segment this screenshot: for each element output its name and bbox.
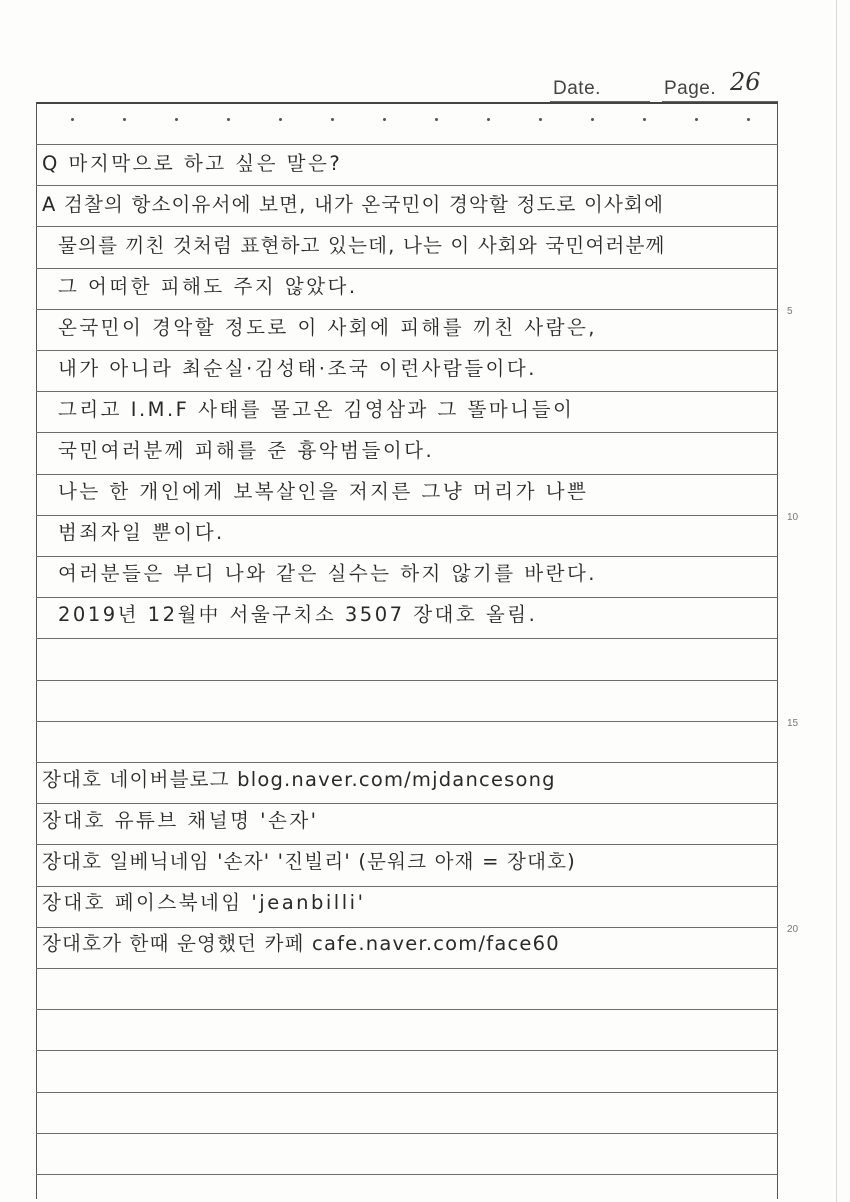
page-number: 26 — [730, 68, 761, 96]
handwritten-line: 온국민이 경악할 정도로 이 사회에 피해를 끼친 사람은, — [58, 316, 598, 339]
handwritten-line: 그리고 I.M.F 사태를 몰고온 김영삼과 그 똘마니들이 — [58, 398, 575, 421]
dotted-guide-row — [36, 118, 778, 124]
ruled-line — [36, 268, 778, 269]
ruled-line — [36, 1174, 778, 1175]
guide-dot — [279, 118, 282, 121]
handwritten-line: 나는 한 개인에게 보복살인을 저지른 그냥 머리가 나쁜 — [58, 480, 589, 503]
guide-dot — [643, 118, 646, 121]
line-marker-10: 10 — [787, 512, 799, 523]
handwritten-line: 여러분들은 부디 나와 같은 실수는 하지 않기를 바란다. — [58, 562, 598, 585]
ruled-line — [36, 638, 778, 639]
handwritten-line: Q 마지막으로 하고 싶은 말은? — [42, 152, 343, 175]
handwritten-line: A 검찰의 항소이유서에 보면, 내가 온국민이 경악할 정도로 이사회에 — [42, 193, 665, 216]
ruled-line — [36, 144, 778, 145]
line-marker-5: 5 — [787, 306, 793, 317]
ruled-writing-area — [36, 102, 778, 1199]
ruled-line — [36, 1133, 778, 1134]
ruled-line — [36, 350, 778, 351]
line-marker-20: 20 — [787, 924, 799, 935]
guide-dot — [175, 118, 178, 121]
handwritten-line: 장대호가 한때 운영했던 카페 cafe.naver.com/face60 — [42, 932, 560, 955]
ruled-line — [36, 226, 778, 227]
ruled-line — [36, 721, 778, 722]
handwritten-line: 내가 아니라 최순실·김성태·조국 이런사람들이다. — [58, 357, 537, 380]
handwritten-line: 그 어떠한 피해도 주지 않았다. — [58, 275, 358, 298]
ruled-line — [36, 391, 778, 392]
handwritten-line: 2019년 12월中 서울구치소 3507 장대호 올림. — [58, 603, 538, 626]
ruled-line — [36, 1050, 778, 1051]
line-marker-15: 15 — [787, 718, 799, 729]
ruled-line — [36, 1009, 778, 1010]
paper-edge — [836, 0, 837, 1202]
handwritten-line: 범죄자일 뿐이다. — [58, 521, 225, 544]
handwritten-line: 물의를 끼친 것처럼 표현하고 있는데, 나는 이 사회와 국민여러분께 — [58, 234, 666, 257]
guide-dot — [435, 118, 438, 121]
ruled-line — [36, 680, 778, 681]
guide-dot — [591, 118, 594, 121]
ruled-line — [36, 968, 778, 969]
ruled-line — [36, 432, 778, 433]
guide-dot — [747, 118, 750, 121]
guide-dot — [71, 118, 74, 121]
ruled-line — [36, 185, 778, 186]
page-label: Page. — [664, 78, 717, 99]
handwritten-line: 장대호 페이스북네임 'jeanbilli' — [42, 891, 366, 914]
handwritten-line: 국민여러분께 피해를 준 흉악범들이다. — [58, 439, 435, 462]
guide-dot — [331, 118, 334, 121]
guide-dot — [539, 118, 542, 121]
guide-dot — [123, 118, 126, 121]
handwritten-line: 장대호 일베닉네임 '손자' '진빌리' (문워크 아재 = 장대호) — [42, 850, 576, 873]
guide-dot — [695, 118, 698, 121]
guide-dot — [487, 118, 490, 121]
handwritten-line: 장대호 유튜브 채널명 '손자' — [42, 809, 319, 832]
ruled-line — [36, 1092, 778, 1093]
guide-dot — [383, 118, 386, 121]
ruled-line — [36, 309, 778, 310]
guide-dot — [227, 118, 230, 121]
date-label: Date. — [553, 78, 601, 99]
handwritten-line: 장대호 네이버블로그 blog.naver.com/mjdancesong — [42, 768, 556, 791]
page-header — [0, 60, 850, 105]
